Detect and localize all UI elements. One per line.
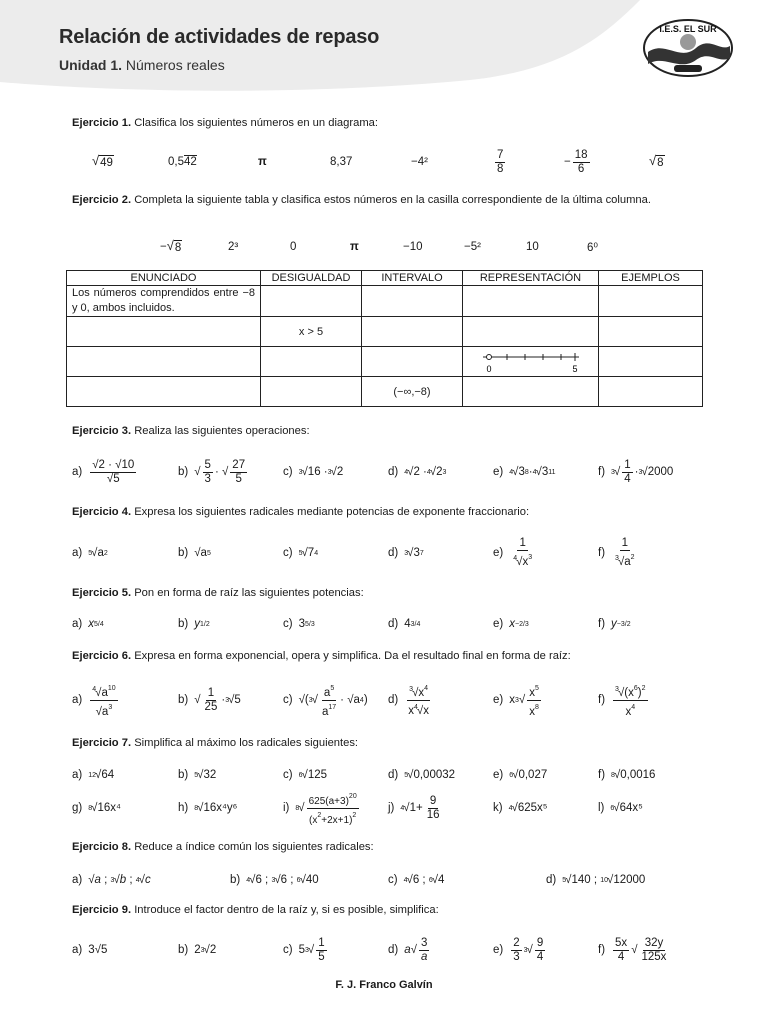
- table-row: [67, 286, 703, 317]
- exercise-6-heading: Ejercicio 6. Expresa en forma exponencial, opera y simplifica. Da el resultado final en forma de raíz:: [72, 650, 571, 662]
- table-cell: (−∞,−8): [362, 377, 463, 407]
- exercise-4-items: [72, 533, 712, 573]
- table-cell[interactable]: [362, 317, 463, 347]
- ex6-item: b) √ $\frac{1}{25}$ · 3 √5: [178, 686, 241, 713]
- exercise-7-items-row2: [72, 788, 712, 828]
- number-line-label-right: 5: [571, 363, 578, 374]
- ex7-item: h) 8 √ 16x⁴y⁶: [178, 802, 238, 814]
- exercise-4-heading: Ejercicio 4. Expresa los siguientes radicales mediante potencias de exponente fraccionario:: [72, 506, 530, 518]
- school-logo: [640, 18, 736, 80]
- ex7-item: f) 8 √ 0,0016: [598, 769, 656, 781]
- ex4-item: d) 3 √3 7: [388, 547, 424, 559]
- table-cell[interactable]: [261, 286, 362, 317]
- ex5-item: c) 3 5/3: [283, 618, 315, 630]
- ex2-number: 6⁰: [587, 242, 599, 254]
- ex3-item: d) 4 √2 · 4 √2 3: [388, 466, 447, 478]
- ex7-item: e) 6 √ 0,027: [493, 769, 548, 781]
- ex2-number: − √ 8: [160, 238, 182, 254]
- ex5-item: e) x −2/3: [493, 618, 529, 630]
- page-title: Relación de actividades de repaso: [59, 26, 380, 48]
- exercise-1-heading: Ejercicio 1. Clasifica los siguientes números en un diagrama:: [72, 117, 378, 129]
- table-cell[interactable]: [599, 317, 703, 347]
- exercise-6-items: [72, 680, 712, 720]
- ex7-item: a) 12 √ 64: [72, 769, 115, 781]
- ex1-number: 8,37: [330, 156, 353, 168]
- ex2-number: −5²: [464, 241, 481, 253]
- table-cell: x > 5: [261, 317, 362, 347]
- page-subtitle: Unidad 1. Números reales: [59, 57, 225, 73]
- exercise-9-items: [72, 930, 712, 970]
- exercise-2-heading: Ejercicio 2. Completa la siguiente tabla y clasifica estos números en la casilla correspondiente de la última columna.: [72, 194, 651, 206]
- ex4-item: e) $\frac{1}{^4√x^3}$: [493, 537, 533, 568]
- exercise-1-numbers: [72, 142, 712, 182]
- table-row: [67, 347, 703, 377]
- exercise-3-items: [72, 452, 712, 492]
- ex4-item: a) 5 √a 2: [72, 547, 108, 559]
- exercise-7-heading: Ejercicio 7. Simplifica al máximo los radicales siguientes:: [72, 737, 359, 749]
- table-cell[interactable]: [599, 377, 703, 407]
- ex7-item: b) 5 √ 32: [178, 769, 217, 781]
- ex4-item: b) √a 5: [178, 547, 211, 559]
- ex7-item: i) 8 √ $\frac{625(a+3)^{20}}{(x^2+2x+1)^2}$: [283, 788, 361, 828]
- ex1-number: −4²: [411, 156, 428, 168]
- ex9-item: e) $\frac{2}{3}$ 3 √ $\frac{9}{4}$: [493, 936, 544, 963]
- ex7-item: g) 8 √ 16x⁴: [72, 802, 121, 814]
- ex8-item: a) √ a ; 3 √ b ; 4 √ c: [72, 874, 151, 886]
- ex7-item: d) 5 √ 0,00032: [388, 769, 456, 781]
- ex1-number: − $\frac{18}{6}$: [564, 148, 588, 175]
- table-row: [67, 317, 703, 347]
- table-cell: [463, 347, 599, 377]
- table-cell[interactable]: [463, 377, 599, 407]
- exercise-3-heading: Ejercicio 3. Realiza las siguientes operaciones:: [72, 425, 310, 437]
- ex4-item: f) $\frac{1}{^3√a^2}$: [598, 537, 635, 568]
- ex5-item: f) y −3/2: [598, 618, 631, 630]
- ex2-number: −10: [403, 241, 423, 253]
- exercise-8-items: [72, 860, 712, 900]
- table-header: EJEMPLOS: [599, 271, 703, 286]
- table-cell[interactable]: [599, 347, 703, 377]
- ex9-item: f) $\frac{5x}{4}$ √ $\frac{32y}{125x}$: [598, 936, 667, 963]
- ex3-item: f) 3 √ $\frac{1}{4}$ · 3 √2000: [598, 458, 674, 485]
- ex7-item: j) 4 √ 1+ $\frac{9}{16}$: [388, 794, 440, 821]
- svg-text:I.E.S. EL SUR: I.E.S. EL SUR: [659, 24, 717, 34]
- table-cell[interactable]: [362, 286, 463, 317]
- ex3-item: b) √ $\frac{5}{3}$ · √ $\frac{27}{5}$: [178, 458, 246, 485]
- ex4-item: c) 5 √7 4: [283, 547, 319, 559]
- table-header: REPRESENTACIÓN: [463, 271, 599, 286]
- table-cell[interactable]: [261, 377, 362, 407]
- ex1-number: π: [258, 156, 267, 168]
- ex1-number: √ 49: [92, 153, 113, 169]
- exercise-8-heading: Ejercicio 8. Reduce a índice común los siguientes radicales:: [72, 841, 374, 853]
- ex1-number: √ 8: [649, 153, 664, 169]
- ex8-item: d) 5 √ 140 ; 10 √ 12000: [546, 874, 646, 886]
- ex8-item: b) 4 √ 6 ; 3 √ 6 ; 6 √ 40: [230, 874, 319, 886]
- number-line: [479, 349, 583, 375]
- ex3-item: a) $\frac{√2 \cdot √10}{√5}$: [72, 458, 135, 485]
- ex7-item: c) 6 √ 125: [283, 769, 327, 781]
- author-footer: F. J. Franco Galvín: [335, 979, 433, 991]
- ex6-item: e) x 3 √ $\frac{x^5}{x^8}$: [493, 680, 543, 720]
- ex5-item: b) y 1/2: [178, 618, 210, 630]
- table-cell[interactable]: [67, 347, 261, 377]
- table-header: ENUNCIADO: [67, 271, 261, 286]
- ex1-number: 0,542: [168, 156, 197, 168]
- table-cell[interactable]: [261, 347, 362, 377]
- table-row: [67, 377, 703, 407]
- ex3-item: e) 4 √3 8 · 4 √3 11: [493, 466, 556, 478]
- classification-table: [66, 270, 703, 407]
- table-header: INTERVALO: [362, 271, 463, 286]
- table-cell[interactable]: [463, 286, 599, 317]
- number-line-label-left: 0: [485, 363, 492, 374]
- ex6-item: c) √( 3 √ $\frac{a^5}{a^{17}}$ · √a 4 ): [283, 680, 368, 720]
- ex1-number: $\frac{7}{8}$: [497, 148, 504, 175]
- table-cell[interactable]: [67, 317, 261, 347]
- ex2-number: 0: [290, 241, 297, 253]
- ex9-item: a) 3 √ 5: [72, 944, 108, 956]
- ex5-item: d) 4 3/4: [388, 618, 421, 630]
- ex6-item: f) $\frac{^3√(x^6)^2}{x^4}$: [598, 680, 650, 720]
- ex8-item: c) 4 √ 6 ; 6 √ 4: [388, 874, 445, 886]
- ex2-number: π: [350, 241, 359, 253]
- ex2-number: 2³: [228, 241, 239, 253]
- ex6-item: d) $\frac{^3√x^4}{x^4√x}$: [388, 680, 433, 720]
- table-cell: Los números comprendidos entre −8 y 0, ambos incluidos.: [67, 286, 261, 317]
- table-header-row: [67, 271, 703, 286]
- exercise-2-numbers: [72, 227, 712, 267]
- ex6-item: a) $\frac{^4√a^{10}}{√a^3}$: [72, 680, 120, 720]
- table-header: DESIGUALDAD: [261, 271, 362, 286]
- exercise-9-heading: Ejercicio 9. Introduce el factor dentro de la raíz y, si es posible, simplifica:: [72, 904, 439, 916]
- ex9-item: c) 5 3 √ $\frac{1}{5}$: [283, 936, 325, 963]
- exercise-5-heading: Ejercicio 5. Pon en forma de raíz las siguientes potencias:: [72, 587, 364, 599]
- table-cell[interactable]: [463, 317, 599, 347]
- table-cell[interactable]: [599, 286, 703, 317]
- ex3-item: c) 3 √16 · 3 √2: [283, 466, 344, 478]
- table-cell[interactable]: [362, 347, 463, 377]
- exercise-5-items: [72, 604, 712, 644]
- ex9-item: d) a √ $\frac{3}{a}$: [388, 936, 428, 963]
- ex7-item: k) 4 √ 625x⁵: [493, 802, 548, 814]
- ex2-number: 10: [526, 241, 539, 253]
- table-cell[interactable]: [67, 377, 261, 407]
- ex9-item: b) 2 3 √ 2: [178, 944, 217, 956]
- ex5-item: a) x 5/4: [72, 618, 104, 630]
- ex7-item: l) 6 √ 64x⁵: [598, 802, 643, 814]
